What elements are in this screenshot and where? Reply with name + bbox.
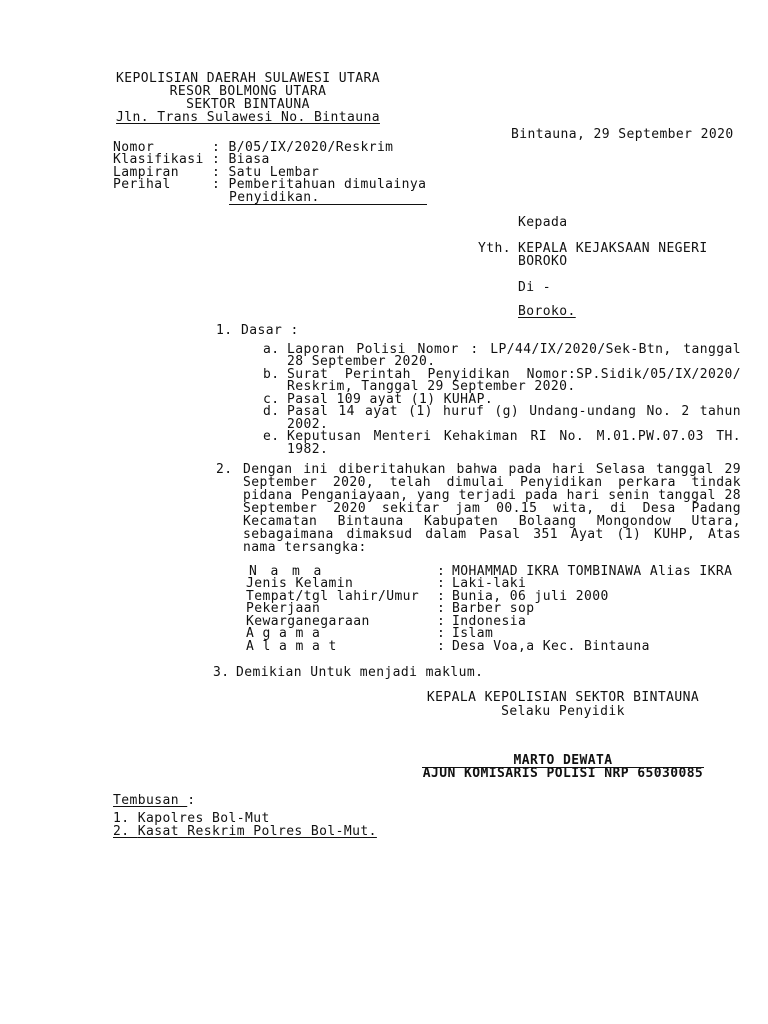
cc-title-gap bbox=[179, 793, 187, 808]
suspect-separator: : bbox=[437, 638, 446, 654]
meta-label: Klasifikasi bbox=[113, 152, 204, 168]
point-2-number: 2. bbox=[216, 461, 233, 477]
meta-separator: : bbox=[212, 164, 221, 180]
point-3-number: 3. bbox=[213, 664, 230, 680]
letterhead-resort: RESOR BOLMONG UTARA bbox=[169, 83, 327, 99]
suspect-separator: : bbox=[437, 576, 446, 592]
meta-value: B/05/IX/2020/Reskrim bbox=[228, 139, 394, 155]
suspect-value: Laki-laki bbox=[452, 576, 527, 592]
letterhead-address: Jln. Trans Sulawesi No. Bintauna bbox=[116, 109, 380, 125]
basis-item-a bbox=[263, 341, 741, 370]
letterhead-address-line bbox=[113, 111, 383, 124]
suspect-value: Barber sop bbox=[452, 601, 535, 617]
cc-item-underlined bbox=[113, 824, 377, 839]
letterhead bbox=[113, 72, 383, 124]
signature-role: Selaku Penyidik bbox=[501, 703, 625, 719]
point-2-line: September 2020, telah dimulai Penyidikan perkara tindak bbox=[243, 474, 741, 490]
basis-item-letter: a. bbox=[263, 341, 280, 357]
letterhead-agency: KEPOLISIAN DAERAH SULAWESI UTARA bbox=[116, 70, 380, 86]
basis-item-line: Reskrim, Tanggal 29 September 2020. bbox=[287, 379, 576, 395]
meta-label: Nomor bbox=[113, 139, 155, 155]
suspect-value: Bunia, 06 juli 2000 bbox=[452, 588, 609, 604]
suspect-separator: : bbox=[437, 563, 446, 579]
point-3-text: Demikian Untuk menjadi maklum. bbox=[236, 664, 484, 680]
suspect-row-address bbox=[246, 638, 732, 654]
cc-item-number: 1. bbox=[113, 810, 130, 826]
basis-item-text bbox=[287, 366, 741, 395]
cc-heading bbox=[113, 794, 195, 807]
signature-office: KEPALA KEPOLISIAN SEKTOR BINTAUNA bbox=[426, 689, 700, 705]
meta-separator: : bbox=[212, 177, 221, 193]
suspect-value: Islam bbox=[452, 626, 494, 642]
signature-name: MARTO DEWATA bbox=[422, 755, 704, 769]
signature-rank-nrp: AJUN KOMISARIS POLISI NRP 65030085 bbox=[422, 765, 704, 781]
basis-item-d bbox=[263, 406, 741, 431]
basis-item-letter: d. bbox=[263, 404, 280, 420]
recipient-name-line: BOROKO bbox=[518, 253, 568, 269]
letterhead-sector: SEKTOR BINTAUNA bbox=[186, 96, 310, 112]
suspect-separator: : bbox=[437, 588, 446, 604]
suspect-label: Tempat/tgl lahir/Umur bbox=[246, 588, 420, 604]
basis-item-line: Surat Perintah Penyidikan Nomor:SP.Sidik/05/IX/2020/ bbox=[287, 366, 741, 382]
point-1-number: 1. bbox=[216, 322, 233, 338]
suspect-label: A l a m a t bbox=[246, 638, 337, 654]
suspect-details bbox=[246, 563, 733, 654]
basis-item-text bbox=[287, 341, 741, 370]
basis-item-b bbox=[263, 366, 741, 395]
cc-item-2 bbox=[113, 825, 377, 838]
suspect-label: Kewarganegaraan bbox=[246, 613, 370, 629]
point-1-title: Dasar : bbox=[241, 322, 299, 338]
meta-label: Lampiran bbox=[113, 164, 179, 180]
recipient-salutation: Yth. bbox=[478, 240, 511, 256]
suspect-value: Indonesia bbox=[452, 613, 527, 629]
suspect-label: Pekerjaan bbox=[246, 601, 321, 617]
letter-meta bbox=[113, 139, 427, 206]
recipient-place: Boroko. bbox=[518, 303, 576, 319]
recipient-to-label: Kepada bbox=[518, 214, 568, 230]
meta-value: Pemberitahuan dimulainya bbox=[228, 177, 427, 193]
meta-separator: : bbox=[212, 139, 221, 155]
basis-item-letter: e. bbox=[263, 429, 280, 445]
cc-item-text: Kasat Reskrim Polres Bol-Mut. bbox=[137, 823, 377, 839]
meta-subject-continuation: Penyidikan. bbox=[229, 192, 427, 206]
suspect-value: Desa Voa,a Kec. Bintauna bbox=[452, 638, 650, 654]
suspect-separator: : bbox=[437, 613, 446, 629]
recipient-at-label: Di - bbox=[518, 279, 551, 295]
basis-item-e bbox=[263, 431, 741, 456]
basis-item-line: Pasal 14 ayat (1) huruf (g) Undang-undang No. 2 tahun bbox=[287, 404, 741, 420]
suspect-separator: : bbox=[437, 601, 446, 617]
basis-item-line: Keputusan Menteri Kehakiman RI No. M.01.PW.07.03 TH. bbox=[287, 429, 741, 445]
suspect-value: MOHAMMAD IKRA TOMBINAWA Alias IKRA bbox=[452, 563, 733, 579]
basis-item-line: Pasal 109 ayat (1) KUHAP. bbox=[287, 391, 494, 407]
basis-item-line: 2002. bbox=[287, 416, 329, 432]
recipient-place-line bbox=[518, 305, 576, 318]
cc-separator: : bbox=[187, 792, 196, 808]
letter-date: Bintauna, 29 September 2020 bbox=[511, 126, 734, 142]
basis-list bbox=[263, 341, 741, 457]
meta-separator: : bbox=[212, 152, 221, 168]
recipient-name-line: KEPALA KEJAKSAAN NEGERI bbox=[518, 240, 708, 256]
suspect-label: A g a m a bbox=[246, 626, 321, 642]
point-2-line: sebagaimana dimaksud dalam Pasal 351 Ayat (1) KUHP, Atas bbox=[243, 526, 741, 542]
point-2-line: Dengan ini diberitahukan bahwa pada hari Selasa tanggal 29 bbox=[243, 461, 741, 477]
cc-item-number: 2. bbox=[113, 823, 130, 839]
suspect-label: Jenis Kelamin bbox=[246, 576, 354, 592]
point-2-line: nama tersangka: bbox=[243, 539, 367, 555]
point-2-line: September 2020 sekitar jam 00.15 wita, di Desa Padang bbox=[243, 500, 741, 516]
basis-item-text bbox=[287, 406, 741, 431]
basis-item-letter: b. bbox=[263, 366, 280, 382]
suspect-separator: : bbox=[437, 626, 446, 642]
meta-value: Satu Lembar bbox=[228, 164, 320, 180]
point-2-line: Kecamatan Bintauna Kabupaten Bolaang Mongondow Utara, bbox=[243, 513, 741, 529]
basis-item-line: 28 September 2020. bbox=[287, 354, 436, 370]
basis-item-letter: c. bbox=[263, 391, 280, 407]
meta-label: Perihal bbox=[113, 177, 171, 193]
point-2-text bbox=[243, 463, 741, 554]
point-2-line: pidana Penganiayaan, yang terjadi pada hari senin tanggal 28 bbox=[243, 487, 741, 503]
suspect-label: N a m a bbox=[249, 563, 322, 579]
basis-item-line: Laporan Polisi Nomor : LP/44/IX/2020/Sek-Btn, tanggal bbox=[287, 341, 741, 357]
cc-item-text: Kapolres Bol-Mut bbox=[137, 810, 270, 826]
basis-item-line: 1982. bbox=[287, 441, 329, 457]
meta-value: Biasa bbox=[228, 152, 270, 168]
cc-title: Tembusan bbox=[113, 792, 179, 808]
recipient-name bbox=[518, 242, 708, 268]
basis-item-text bbox=[287, 431, 741, 456]
